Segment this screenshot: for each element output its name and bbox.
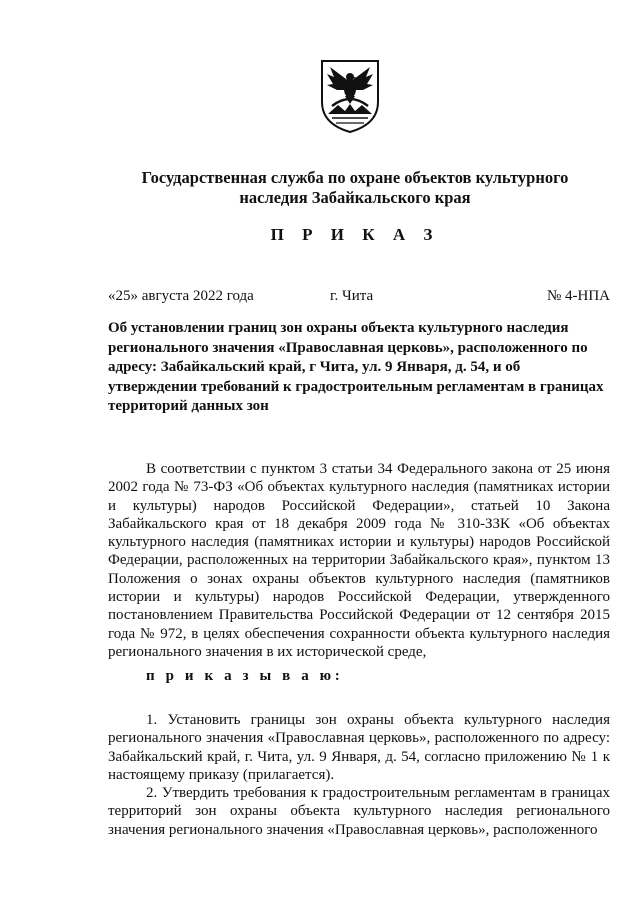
document-type-title: П Р И К А З	[270, 225, 440, 244]
agency-name-line-1: Государственная служба по охране объектов культурного	[141, 168, 569, 187]
order-item-2: 2. Утвердить требования к градостроительным регламентам в границах территорий зон охраны объекта культурного наследия регионального значения регионального значения «Православная церковь», расположенного	[108, 785, 610, 838]
order-items	[108, 711, 610, 839]
coat-of-arms-icon	[318, 58, 382, 134]
agency-name-line-2: наследия Забайкальского края	[239, 188, 471, 207]
document-city: г. Чита	[330, 288, 374, 304]
document-date: «25» августа 2022 года	[108, 288, 254, 304]
agency-name	[100, 168, 610, 208]
preamble-section	[108, 460, 610, 661]
order-item-1: 1. Установить границы зон охраны объекта культурного наследия регионального значения «Православная церковь», расположенного по адресу: Забайкальский край, г. Чита, ул. 9 Января, д. 54, согласно приложению № 1 к настоящему приказу (прилагается).	[108, 712, 610, 783]
document-number: № 4-НПА	[546, 288, 610, 304]
decree-word: п р и к а з ы в а ю:	[146, 668, 344, 684]
document-subject: Об установлении границ зон охраны объекта культурного наследия регионального значения «Православная церковь», расположенного по адресу: Забайкальский край, г Чита, ул. 9 Января, д. 54, и об утверждении требований к градостроительным регламентам в границах территорий данных зон	[108, 320, 604, 414]
document-meta-row	[108, 288, 610, 308]
preamble-paragraph: В соответствии с пунктом 3 статьи 34 Федерального закона от 25 июня 2002 года № 73-ФЗ «Об объектах культурного наследия (памятниках истории и культуры) народов Российской Федерации», статьей 10 Закона Забайкальского края от 18 декабря 2009 года № 310-ЗЗК «Об объектах культурного наследия (памятниках истории и культуры) народов Российской Федерации, расположенных на территории Забайкальского края», пунктом 13 Положения о зонах охраны объектов культурного наследия (памятников истории и культуры) народов Российской Федерации, утвержденного постановлением Правительства Российской Федерации от 12 сентября 2015 года № 972, в целях обеспечения сохранности объекта культурного наследия регионального значения в их исторической среде,	[108, 461, 610, 660]
